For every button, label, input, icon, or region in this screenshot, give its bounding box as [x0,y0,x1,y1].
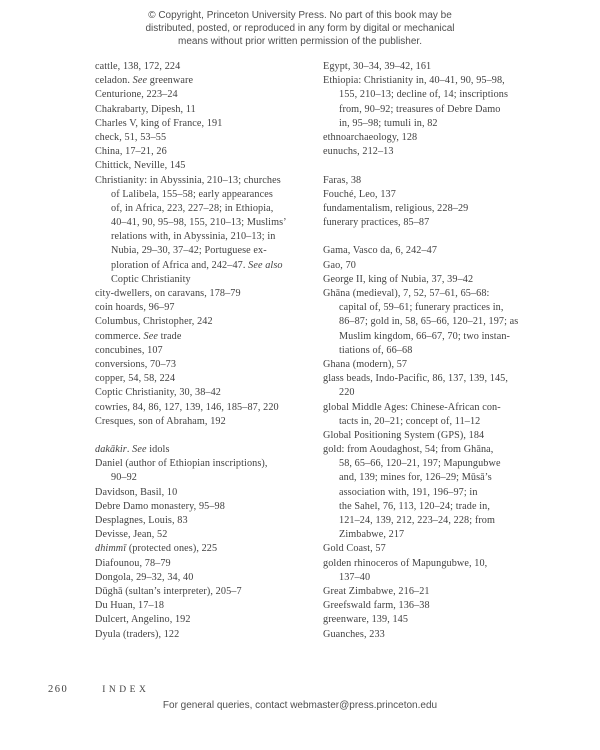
index-line: Faras, 38 [323,174,362,186]
index-line: Coptic Christianity, 30, 38–42 [95,387,222,399]
index-line: check, 51, 53–55 [95,131,167,143]
index-column-left [95,60,310,642]
index-line: Daniel (author of Ethiopian inscriptions), [95,458,268,470]
index-line: Ghana (modern), 57 [323,358,408,370]
index-line: eunuchs, 212–13 [323,146,394,158]
index-line: 40–41, 90, 95–98, 155, 210–13; Muslims’ [111,217,287,229]
index-line: Nubia, 29–30, 37–42; Portuguese ex- [111,245,267,257]
index-line: Davidson, Basil, 10 [95,486,178,498]
index-line: commerce. See trade [95,330,182,342]
index-line: cattle, 138, 172, 224 [95,61,181,72]
index-line: Christianity: in Abyssinia, 210–13; churches [95,174,281,186]
index-line: China, 17–21, 26 [95,146,167,158]
index-line: relations with, in Abyssinia, 210–13; in [111,231,276,243]
index-line: fundamentalism, religious, 228–29 [323,202,469,214]
index-line: from, 90–92; treasures of Debre Damo [339,103,501,115]
copyright-line: distributed, posted, or reproduced in any form by digital or mechanical [145,23,455,34]
index-line: Centurione, 223–24 [95,89,178,101]
index-line: city-dwellers, on caravans, 178–79 [95,288,241,299]
index-line: capital of, 59–61; funerary practices in, [339,302,504,314]
index-line: dhimmī (protected ones), 225 [95,543,218,555]
index-line: 121–24, 139, 212, 223–24, 228; from [339,515,496,526]
page-number: 260 [48,684,69,695]
index-line: Gold Coast, 57 [323,543,386,555]
index-line: Dulcert, Angelino, 192 [95,614,191,626]
index-gap [95,429,310,443]
footer-query-note: For general queries, contact webmaster@press.princeton.edu [162,700,438,711]
index-line: 58, 65–66, 120–21, 197; Mapungubwe [339,458,501,470]
index-line: Fouché, Leo, 137 [323,188,396,200]
index-line: Egypt, 30–34, 39–42, 161 [323,61,432,72]
index-gap [323,159,533,173]
index-line: Gama, Vasco da, 6, 242–47 [323,245,438,257]
index-line: association with, 191, 196–97; in [339,486,478,498]
index-line: Dongola, 29–32, 34, 40 [95,571,194,583]
copyright-notice [0,9,600,48]
index-line: ploration of Africa and, 242–47. See also [111,259,283,271]
index-line: celadon. See greenware [95,75,194,87]
index-line: Muslim kingdom, 66–67, 70; two instan- [339,330,511,342]
index-line: Devisse, Jean, 52 [95,529,168,541]
index-line: greenware, 139, 145 [323,614,409,626]
index-line: Diafounou, 78–79 [95,557,171,569]
index-line: Gao, 70 [323,259,356,271]
index-line: conversions, 70–73 [95,358,177,370]
index-column-right [323,60,533,642]
index-line: in, 95–98; tumuli in, 82 [339,117,438,129]
index-line: Du Huan, 17–18 [95,600,165,612]
index-line: Chittick, Neville, 145 [95,160,186,172]
index-line: global Middle Ages: Chinese-African con- [323,401,501,413]
index-line: copper, 54, 58, 224 [95,373,176,385]
index-line: Desplagnes, Louis, 83 [95,515,188,526]
index-line: Ghāna (medieval), 7, 52, 57–61, 65–68: [323,288,490,299]
index-line: Zimbabwe, 217 [339,529,405,541]
index-line: 86–87; gold in, 58, 65–66, 120–21, 197; as [339,316,519,328]
running-head: INDEX [102,685,150,695]
index-line: concubines, 107 [95,344,163,356]
index-line: 137–40 [339,571,371,583]
index-line: cowries, 84, 86, 127, 139, 146, 185–87, 220 [95,401,279,413]
index-line: Charles V, king of France, 191 [95,117,223,129]
index-line: 220 [339,387,355,399]
index-gap [323,230,533,244]
copyright-line: © Copyright, Princeton University Press. No part of this book may be [148,10,452,21]
index-line: glass beads, Indo-Pacific, 86, 137, 139, 145, [323,373,509,385]
index-line: Great Zimbabwe, 216–21 [323,585,430,597]
index-line: Chakrabarty, Dipesh, 11 [95,103,196,115]
index-line: of, in Africa, 223, 227–28; in Ethiopia, [111,202,274,214]
index-line: Dyula (traders), 122 [95,628,180,640]
index-line: ethnoarchaeology, 128 [323,131,418,143]
index-line: coin hoards, 96–97 [95,302,175,314]
index-line: tacts in, 20–21; concept of, 11–12 [339,415,481,427]
index-line: Ethiopia: Christianity in, 40–41, 90, 95–98, [323,75,505,87]
index-line: 155, 210–13; decline of, 14; inscriptions [339,89,509,101]
index-line: Coptic Christianity [111,273,191,285]
index-line: 90–92 [111,472,137,484]
index-line: the Sahel, 76, 113, 120–24; trade in, [339,500,491,512]
index-line: Cresques, son of Abraham, 192 [95,415,226,427]
copyright-line: means without prior written permission of the publisher. [177,36,422,47]
page-footer-row [48,684,149,695]
index-line: of Lalibela, 155–58; early appearances [111,188,273,200]
index-line: Guanches, 233 [323,628,385,640]
index-line: tiations of, 66–68 [339,344,413,356]
index-line: Columbus, Christopher, 242 [95,316,213,328]
index-line: dakākir. See idols [95,444,170,456]
index-line: gold: from Aoudaghost, 54; from Ghāna, [323,444,494,456]
index-line: Greefswald farm, 136–38 [323,600,430,612]
index-line: funerary practices, 85–87 [323,217,430,229]
index-line: golden rhinoceros of Mapungubwe, 10, [323,557,488,569]
index-line: Dūghā (sultan’s interpreter), 205–7 [95,585,242,597]
index-line: George II, king of Nubia, 37, 39–42 [323,273,474,285]
index-line: Debre Damo monastery, 95–98 [95,500,225,512]
index-line: Global Positioning System (GPS), 184 [323,429,485,441]
index-line: and, 139; mines for, 126–29; Mūsā’s [339,472,492,484]
